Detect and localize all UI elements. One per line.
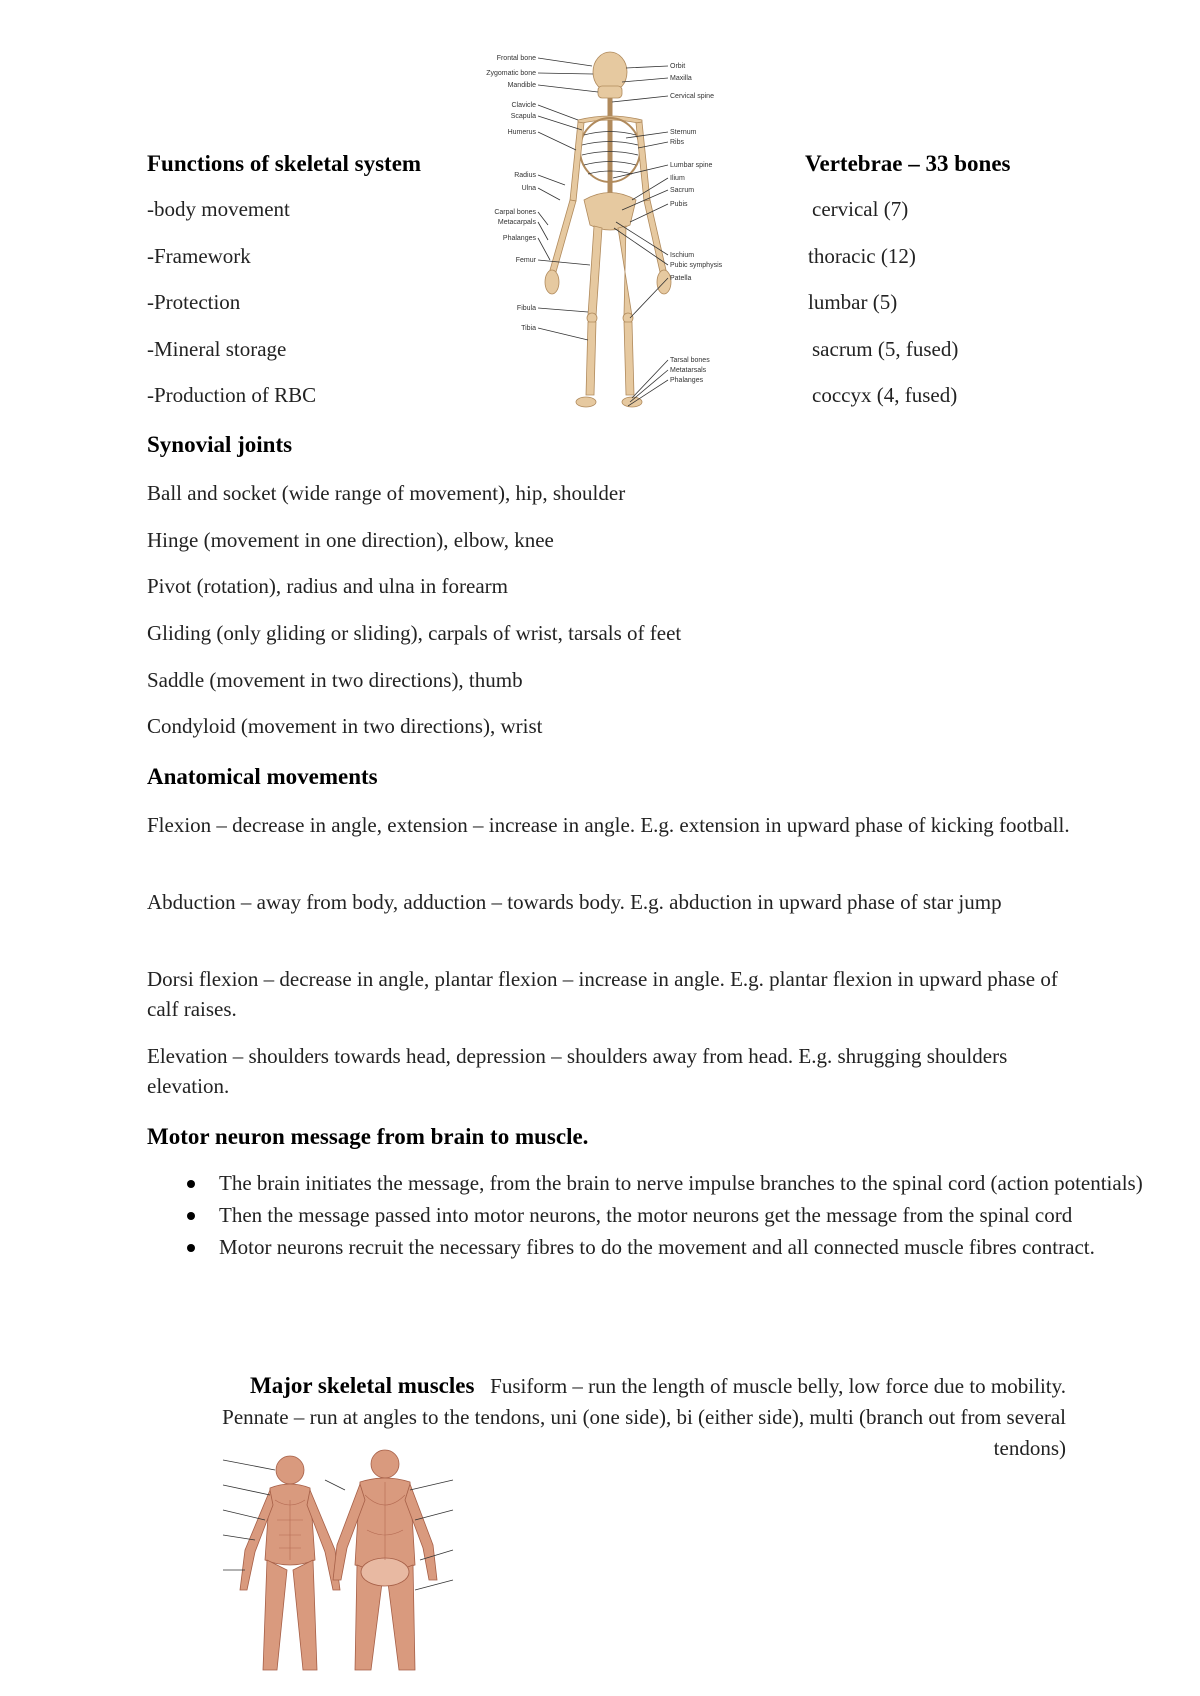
vertebrae-item: lumbar (5) xyxy=(808,290,898,314)
function-item: -body movement xyxy=(147,197,290,221)
functions-heading: Functions of skeletal system xyxy=(147,151,422,176)
function-item: -Protection xyxy=(147,290,241,314)
skeleton-label: Sternum xyxy=(670,129,697,136)
muscle-diagram xyxy=(215,1440,475,1690)
skeleton-label: Fibula xyxy=(516,305,536,312)
skeleton-label: Orbit xyxy=(670,63,686,70)
skeleton-label: Zygomatic bone xyxy=(486,70,536,77)
skeleton-label: Ribs xyxy=(670,139,685,146)
vertebrae-item: thoracic (12) xyxy=(808,244,916,268)
skeleton-label: Mandible xyxy=(507,82,536,89)
synovial-item: Saddle (movement in two directions), thumb xyxy=(147,668,523,692)
skeleton-label: Carpal bones xyxy=(494,209,536,216)
skeleton-label: Pubic symphysis xyxy=(670,262,723,269)
skeleton-label: Frontal bone xyxy=(496,55,536,62)
vertebrae-item: coccyx (4, fused) xyxy=(812,383,958,407)
skeleton-label: Maxilla xyxy=(670,75,692,82)
anatomical-heading: Anatomical movements xyxy=(147,764,378,789)
skeleton-label: Radius xyxy=(514,172,536,179)
skeleton-label: Pubis xyxy=(670,201,688,208)
skeleton-label: Metacarpals xyxy=(497,219,536,226)
skeleton-label: Tarsal bones xyxy=(670,357,710,364)
synovial-heading: Synovial joints xyxy=(147,432,293,457)
muscles-text: Fusiform – run the length of muscle belly, low force due to mobility. Pennate – run at angles to the tendons, uni (one side), bi (either side), multi (branch out from several tendons) xyxy=(222,1374,1066,1460)
vertebrae-heading: Vertebrae – 33 bones xyxy=(805,151,1011,176)
anatomical-paragraph: Dorsi flexion – decrease in angle, plantar flexion – increase in angle. E.g. plantar flexion in upward phase of calf raises. xyxy=(147,967,1058,1021)
synovial-item: Gliding (only gliding or sliding), carpals of wrist, tarsals of feet xyxy=(147,621,682,645)
skeleton-label: Clavicle xyxy=(511,102,536,109)
skeleton-label: Metatarsals xyxy=(670,367,707,374)
motor-bullet-list xyxy=(147,1168,1200,1264)
anatomical-paragraph: Abduction – away from body, adduction – towards body. E.g. abduction in upward phase of star jump xyxy=(147,890,1002,914)
list-item: Motor neurons recruit the necessary fibres to do the movement and all connected muscle fibres contract. xyxy=(147,1232,1200,1262)
skeleton-left-labels xyxy=(486,55,536,332)
anatomical-paragraph: Elevation – shoulders towards head, depression – shoulders away from head. E.g. shrugging shoulders elevation. xyxy=(147,1044,1008,1098)
skeleton-label: Sacrum xyxy=(670,187,695,194)
skeleton-label: Phalanges xyxy=(502,235,536,242)
skeleton-label: Ischium xyxy=(670,252,695,259)
skeleton-right-labels xyxy=(670,63,723,384)
skeleton-label: Cervical spine xyxy=(670,93,714,100)
skeleton-label: Humerus xyxy=(507,129,536,136)
synovial-item: Pivot (rotation), radius and ulna in forearm xyxy=(147,574,508,598)
synovial-item: Condyloid (movement in two directions), wrist xyxy=(147,714,543,738)
vertebrae-item: cervical (7) xyxy=(812,197,909,221)
motor-heading: Motor neuron message from brain to muscle. xyxy=(147,1124,589,1149)
list-item: The brain initiates the message, from the brain to nerve impulse branches to the spinal cord (action potentials) xyxy=(147,1168,1200,1198)
skeleton-label: Scapula xyxy=(510,113,536,120)
vertebrae-item: sacrum (5, fused) xyxy=(812,337,959,361)
function-item: -Production of RBC xyxy=(147,383,317,407)
function-item: -Mineral storage xyxy=(147,337,287,361)
skeleton-label: Ulna xyxy=(521,185,536,192)
synovial-item: Ball and socket (wide range of movement), hip, shoulder xyxy=(147,481,626,505)
synovial-item: Hinge (movement in one direction), elbow, knee xyxy=(147,528,554,552)
skeleton-label: Ilium xyxy=(670,175,685,182)
skeleton-label: Femur xyxy=(515,257,536,264)
skeleton-label: Phalanges xyxy=(670,377,704,384)
skeleton-label: Tibia xyxy=(521,325,536,332)
skeleton-diagram xyxy=(480,50,730,420)
anatomical-paragraph: Flexion – decrease in angle, extension – increase in angle. E.g. extension in upward phase of kicking football. xyxy=(147,813,1070,837)
skeleton-label: Lumbar spine xyxy=(670,162,713,169)
skeleton-label: Patella xyxy=(670,275,692,282)
muscles-heading: Major skeletal muscles xyxy=(249,1373,475,1398)
function-item: -Framework xyxy=(147,244,251,268)
list-item: Then the message passed into motor neurons, the motor neurons get the message from the spinal cord xyxy=(147,1200,1200,1230)
